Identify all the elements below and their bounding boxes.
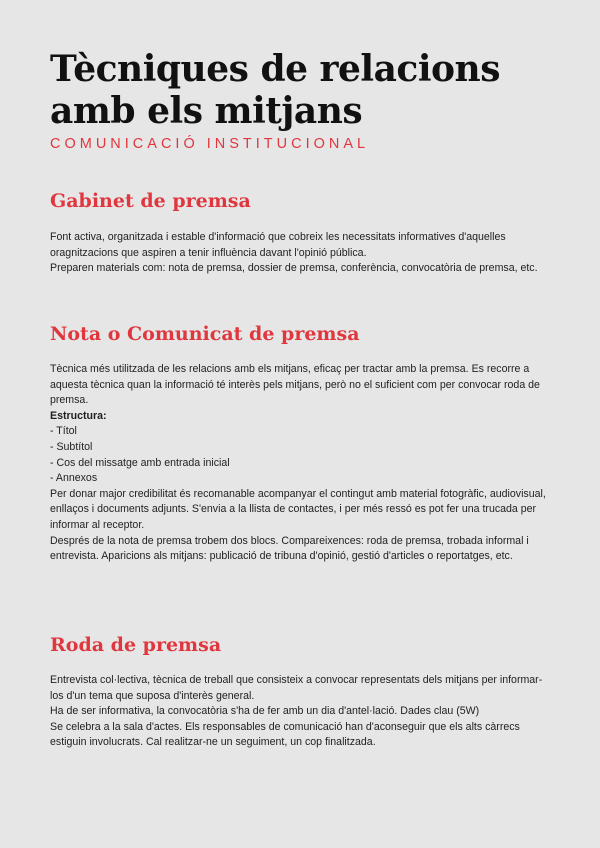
paragraph: Tècnica més utilitzada de les relacions amb els mitjans, eficaç per tractar amb la premsa. Es recorre a aquesta tècnica quan la informació té interès pels mitjans, però no el suficient com per convocar roda de premsa. (50, 363, 540, 407)
paragraph: Després de la nota de premsa trobem dos blocs. Compareixences: roda de premsa, trobada informal i entrevista. Aparicions als mitjans: publicació de tribuna d'opinió, gestió d'articles o reportatges, etc. (50, 534, 529, 563)
list-item: - Annexos (50, 472, 98, 485)
paragraph: Preparen materials com: nota de premsa, dossier de premsa, conferència, convocatòria de premsa, etc. (50, 262, 538, 275)
paragraph: Ha de ser informativa, la convocatòria s'ha de fer amb un dia d'antel·lació. Dades clau (5W) (50, 705, 480, 718)
paragraph: Font activa, organitzada i estable d'informació que cobreix les necessitats informatives d'aquelles oragnitzacions que aspiren a tenir influència davant l'opinió pública. (50, 231, 506, 259)
section-heading: Nota o Comunicat de premsa (50, 323, 360, 345)
section-body (50, 673, 550, 751)
section-heading: Roda de premsa (50, 634, 222, 656)
section-heading: Gabinet de premsa (50, 190, 251, 212)
page-header (50, 48, 550, 152)
section-roda-de-premsa (50, 633, 550, 751)
page-title (50, 48, 550, 132)
paragraph: Entrevista col·lectiva, tècnica de treball que consisteix a convocar representats dels mitjans per informar-los d'un tema que suposa d'interès general. (50, 674, 543, 702)
page-subtitle: COMUNICACIÓ INSTITUCIONAL (50, 136, 370, 152)
paragraph: Se celebra a la sala d'actes. Els responsables de comunicació han d'aconseguir que els alts càrrecs estiguin involucrats. Cal realitzar-ne un seguiment, un cop finalitzada. (50, 720, 520, 749)
list-item: - Subtítol (50, 440, 93, 453)
section-body (50, 230, 550, 277)
section-body (50, 362, 550, 565)
section-gabinet-de-premsa (50, 189, 550, 277)
structure-label: Estructura: (50, 409, 107, 422)
section-nota-comunicat (50, 322, 550, 565)
title-line-1: Tècniques de relacions (50, 48, 500, 90)
paragraph: Per donar major credibilitat és recomanable acompanyar el contingut amb material fotogràfic, audiovisual, enllaços i documents adjunts. S'envia a la llista de contactes, i per més ressó es pot fer una trucada per informar al receptor. (50, 487, 546, 531)
list-item: - Títol (50, 425, 77, 438)
title-line-2: amb els mitjans (50, 90, 363, 132)
list-item: - Cos del missatge amb entrada inicial (50, 456, 230, 469)
